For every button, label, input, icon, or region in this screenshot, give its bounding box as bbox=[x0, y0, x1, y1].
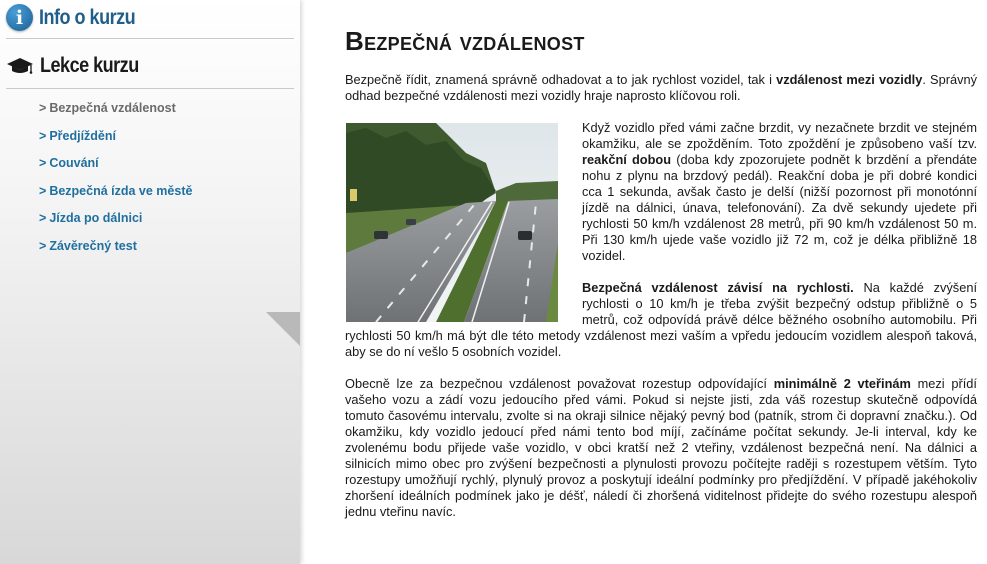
sidebar bbox=[0, 0, 300, 564]
nav-item-label: Závěrečný test bbox=[49, 238, 137, 253]
sidebar-fold-corner bbox=[266, 312, 300, 346]
nav-item-couvani[interactable] bbox=[39, 156, 192, 184]
nav-item-bezpecna-vzdalenost[interactable] bbox=[39, 101, 192, 129]
info-icon: i bbox=[6, 4, 33, 31]
highway-photo bbox=[346, 123, 558, 322]
nav-item-jizda-po-dalnici[interactable] bbox=[39, 211, 192, 239]
sidebar-divider bbox=[6, 38, 294, 39]
lesson-nav bbox=[39, 101, 192, 266]
nav-item-predjizdeni[interactable] bbox=[39, 129, 192, 157]
page-title: Bezpečná vzdálenost bbox=[345, 26, 585, 56]
emphasis: reakční dobou bbox=[582, 152, 672, 167]
nav-item-label: Předjíždění bbox=[49, 128, 116, 143]
lekce-kurzu-label: Lekce kurzu bbox=[40, 54, 139, 77]
nav-item-label: Couvání bbox=[49, 156, 99, 170]
nav-arrow: > bbox=[39, 101, 47, 115]
intro-paragraph bbox=[345, 72, 977, 104]
emphasis: Bezpečná vzdálenost závisí na rychlosti. bbox=[582, 280, 854, 295]
text: mezi přídí vašeho vozu a zádí vozu jedoucího před vámi. Pokud si nejste jisti, zda váš rozestup skutečně odpovídá tomuto časovému intervalu, zvolte si na okraji silnice nějaký pevný bod (patník, strom či dopravní značku.). Od okamžiku, kdy vozidlo jedoucí před námi tento bod míjí, začínáme počítat sekundy. Je-li interval, kdy ke zvolenému bodu přijede vaše vozidlo, v obci kratší než 2 vteřiny, vzdálenost bezpečná není. Na dálnici a silnicích mimo obec pro zvýšení bezpečnosti a plynulosti provozu počítejte raději s rozestupem větším. Tyto rozestupy umožňují rychlý, plynulý provoz a poskytují ideální podmínky pro předjíždění. V případě jakéhokoliv zhoršení ideálních podmínek jako je déšť, náledí či zhoršená viditelnost přidejte do svého rozestupu alespoň jednu vteřinu navíc. bbox=[345, 376, 977, 519]
text: Když vozidlo před vámi začne brzdit, vy nezačnete brzdit ve stejném okamžiku, ale se zpožděním. Toto zpoždění je způsobeno vaší tzv. bbox=[582, 120, 977, 151]
text: . Správný odhad bezpečné vzdálenosti mezi vozidly hraje naprosto klíčovou roli. bbox=[345, 72, 977, 103]
nav-arrow: > bbox=[39, 156, 47, 170]
text: Bezpečně řídit, znamená správně odhadovat a to jak rychlost vozidel, tak i bbox=[345, 72, 777, 87]
nav-arrow: > bbox=[39, 238, 47, 253]
two-second-rule-paragraph bbox=[345, 376, 977, 520]
emphasis: minimálně 2 vteřinám bbox=[773, 376, 911, 391]
nav-item-zaverecny-test[interactable] bbox=[39, 239, 192, 267]
text: (doba kdy zpozorujete podnět k brzdění a přendáte nohu z plynu na brzdový pedál). Reakční doba je při dobré kondici cca 1 sekunda, avšak často je delší (nižší pozornost při monotónní jízdě na dálnici, únava, telefonování). Za dvě sekundy ujedete při rychlosti 50 km/h vzdálenost 28 metrů, při 90 km/h vzdálenost 50 m. Při 130 km/h ujede vaše vozidlo již 72 m, což je délka přibližně 18 vozidel. bbox=[582, 152, 977, 263]
lekce-kurzu-header bbox=[6, 54, 155, 78]
nav-arrow: > bbox=[39, 183, 47, 198]
sidebar-divider bbox=[6, 88, 294, 89]
nav-item-label: Bezpečná ízda ve městě bbox=[49, 183, 193, 198]
lesson-content bbox=[345, 26, 977, 536]
nav-item-bezpecna-izda-ve-meste[interactable] bbox=[39, 184, 192, 212]
text: Na každé zvýšení rychlosti o 10 km/h je třeba zvýšit bezpečný odstup přibližně o 5 metrů, což odpovídá právě délce běžného osobního automobilu. Při rychlosti 50 km/h má být dle této metody vzdálenost mezi vaším a vpředu jedoucím vozidlem alespoň taková, aby se do ní vešlo 5 osobních vozidel. bbox=[345, 280, 977, 359]
info-o-kurzu-label: Info o kurzu bbox=[39, 5, 136, 29]
nav-arrow: > bbox=[39, 128, 47, 143]
highway-image bbox=[346, 123, 558, 322]
emphasis: vzdálenost mezi vozidly bbox=[776, 72, 923, 87]
nav-arrow: > bbox=[39, 211, 47, 225]
nav-item-label: Bezpečná vzdálenost bbox=[49, 101, 176, 115]
text: Obecně lze za bezpečnou vzdálenost považovat rozestup odpovídající bbox=[345, 376, 774, 391]
nav-item-label: Jízda po dálnici bbox=[49, 211, 143, 225]
graduation-cap-icon bbox=[6, 55, 34, 77]
info-o-kurzu-link[interactable] bbox=[6, 4, 151, 31]
